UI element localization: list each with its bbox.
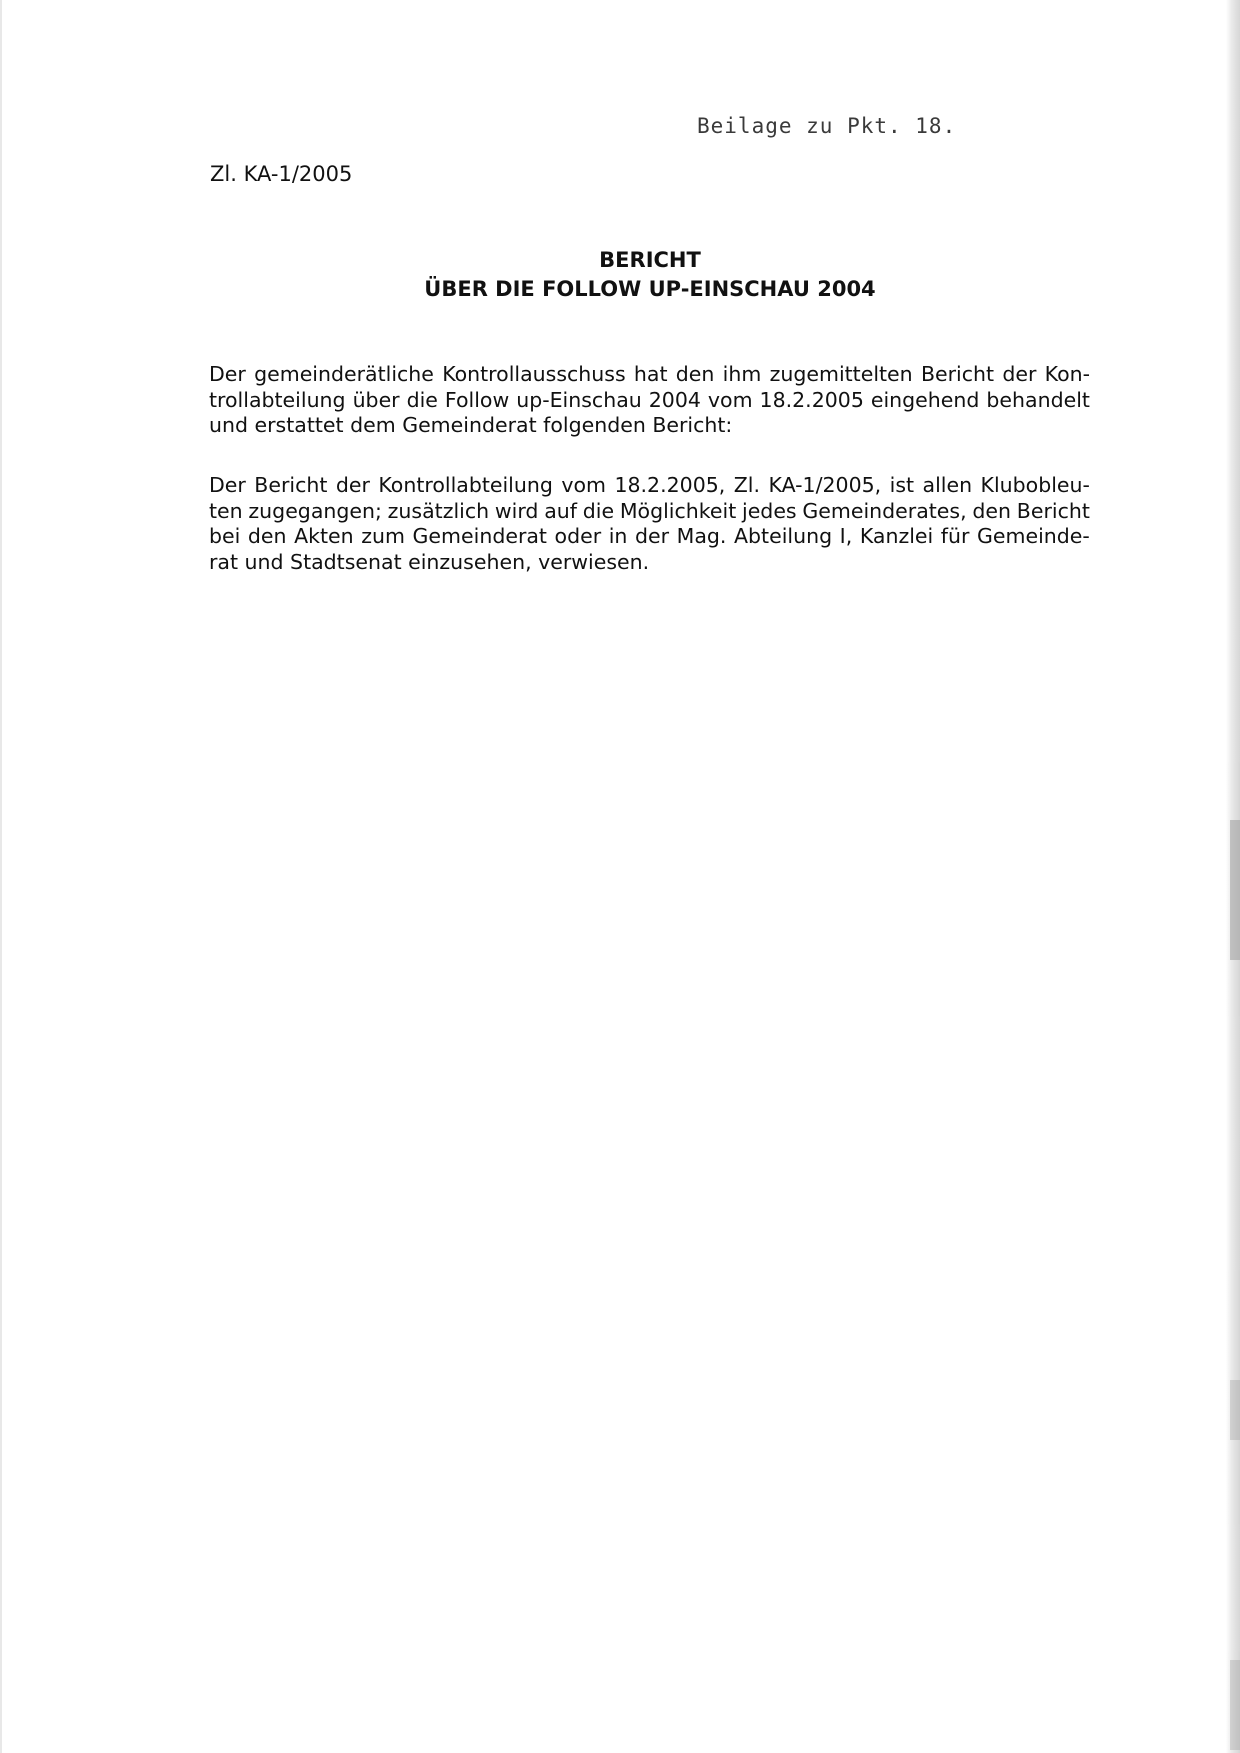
- word: Akten: [294, 524, 354, 548]
- scan-edge-right: [1226, 0, 1240, 1753]
- word: Der: [209, 362, 246, 386]
- scan-edge-left: [0, 0, 2, 1753]
- paragraph-line: und erstattet dem Gemeinderat folgenden Bericht:: [209, 413, 733, 437]
- word: Bericht: [1016, 498, 1090, 523]
- word: der: [635, 524, 670, 548]
- word: wird: [494, 498, 539, 523]
- word: zum: [361, 524, 405, 548]
- word: den: [972, 498, 1012, 523]
- word: 2004: [648, 387, 701, 412]
- word: ist: [889, 473, 915, 497]
- word: der: [1002, 362, 1037, 386]
- word: hat: [633, 362, 668, 386]
- word: bei: [209, 524, 241, 548]
- word: KA-1/2005,: [768, 473, 882, 497]
- paragraph-line: rat und Stadtsenat einzusehen, verwiesen.: [209, 549, 650, 574]
- word: in: [608, 524, 628, 548]
- word: zusätzlich: [387, 498, 490, 523]
- word: vom: [707, 387, 753, 412]
- word: den: [675, 362, 715, 386]
- word: Kanzlei: [859, 524, 934, 548]
- word: Follow: [444, 387, 510, 412]
- report-title: [210, 246, 1090, 304]
- word: Kontrollausschuss: [442, 362, 626, 386]
- paragraph-1: [209, 362, 1090, 439]
- title-line-1: BERICHT: [599, 248, 701, 272]
- word: Kon-: [1044, 362, 1090, 386]
- paragraph-line: [209, 388, 1090, 414]
- word: vom: [561, 473, 606, 497]
- word: über: [352, 387, 400, 412]
- word: Abteilung: [734, 524, 833, 548]
- title-line-2: ÜBER DIE FOLLOW UP-EINSCHAU 2004: [424, 277, 876, 301]
- word: Zl.: [733, 473, 761, 497]
- word: ten: [209, 498, 243, 523]
- word: oder: [554, 524, 602, 548]
- word: die: [406, 387, 438, 412]
- word: Möglichkeit: [619, 498, 737, 523]
- word: den: [247, 524, 287, 548]
- scan-shadow-band: [1230, 1660, 1240, 1750]
- paragraph-line: [209, 473, 1090, 499]
- word: Mag.: [676, 524, 727, 548]
- paragraph-2: [209, 473, 1090, 575]
- paragraph-line: [209, 499, 1090, 525]
- scan-shadow-band: [1230, 1380, 1240, 1440]
- scan-shadow-band: [1230, 820, 1240, 960]
- word: ihm: [722, 362, 762, 386]
- word: behandelt: [986, 387, 1090, 412]
- word: zugegangen;: [248, 498, 382, 523]
- word: Bericht: [254, 473, 328, 497]
- word: zugemittelten: [769, 362, 913, 386]
- paragraph-line: [209, 362, 1090, 388]
- word: I,: [839, 524, 853, 548]
- word: auf: [544, 498, 577, 523]
- word: 18.2.2005,: [614, 473, 726, 497]
- word: 18.2.2005: [759, 387, 864, 412]
- word: Gemeinde-: [977, 524, 1090, 548]
- word: jedes: [742, 498, 797, 523]
- word: Kontrollabteilung: [378, 473, 553, 497]
- word: Gemeinderates,: [802, 498, 967, 523]
- word: up-Einschau: [516, 387, 642, 412]
- word: gemeinderätliche: [254, 362, 434, 386]
- file-reference: Zl. KA-1/2005: [210, 162, 353, 186]
- paragraph-line: [209, 524, 1090, 550]
- word: eingehend: [870, 387, 980, 412]
- word: Der: [209, 473, 246, 497]
- attachment-note: Beilage zu Pkt. 18.: [697, 114, 957, 138]
- word: trollabteilung: [209, 387, 346, 412]
- word: für: [940, 524, 970, 548]
- word: allen: [922, 473, 973, 497]
- word: Gemeinderat: [412, 524, 547, 548]
- word: der: [335, 473, 370, 497]
- word: Klubobleu-: [980, 473, 1090, 497]
- word: die: [582, 498, 615, 523]
- word: Bericht: [920, 362, 995, 386]
